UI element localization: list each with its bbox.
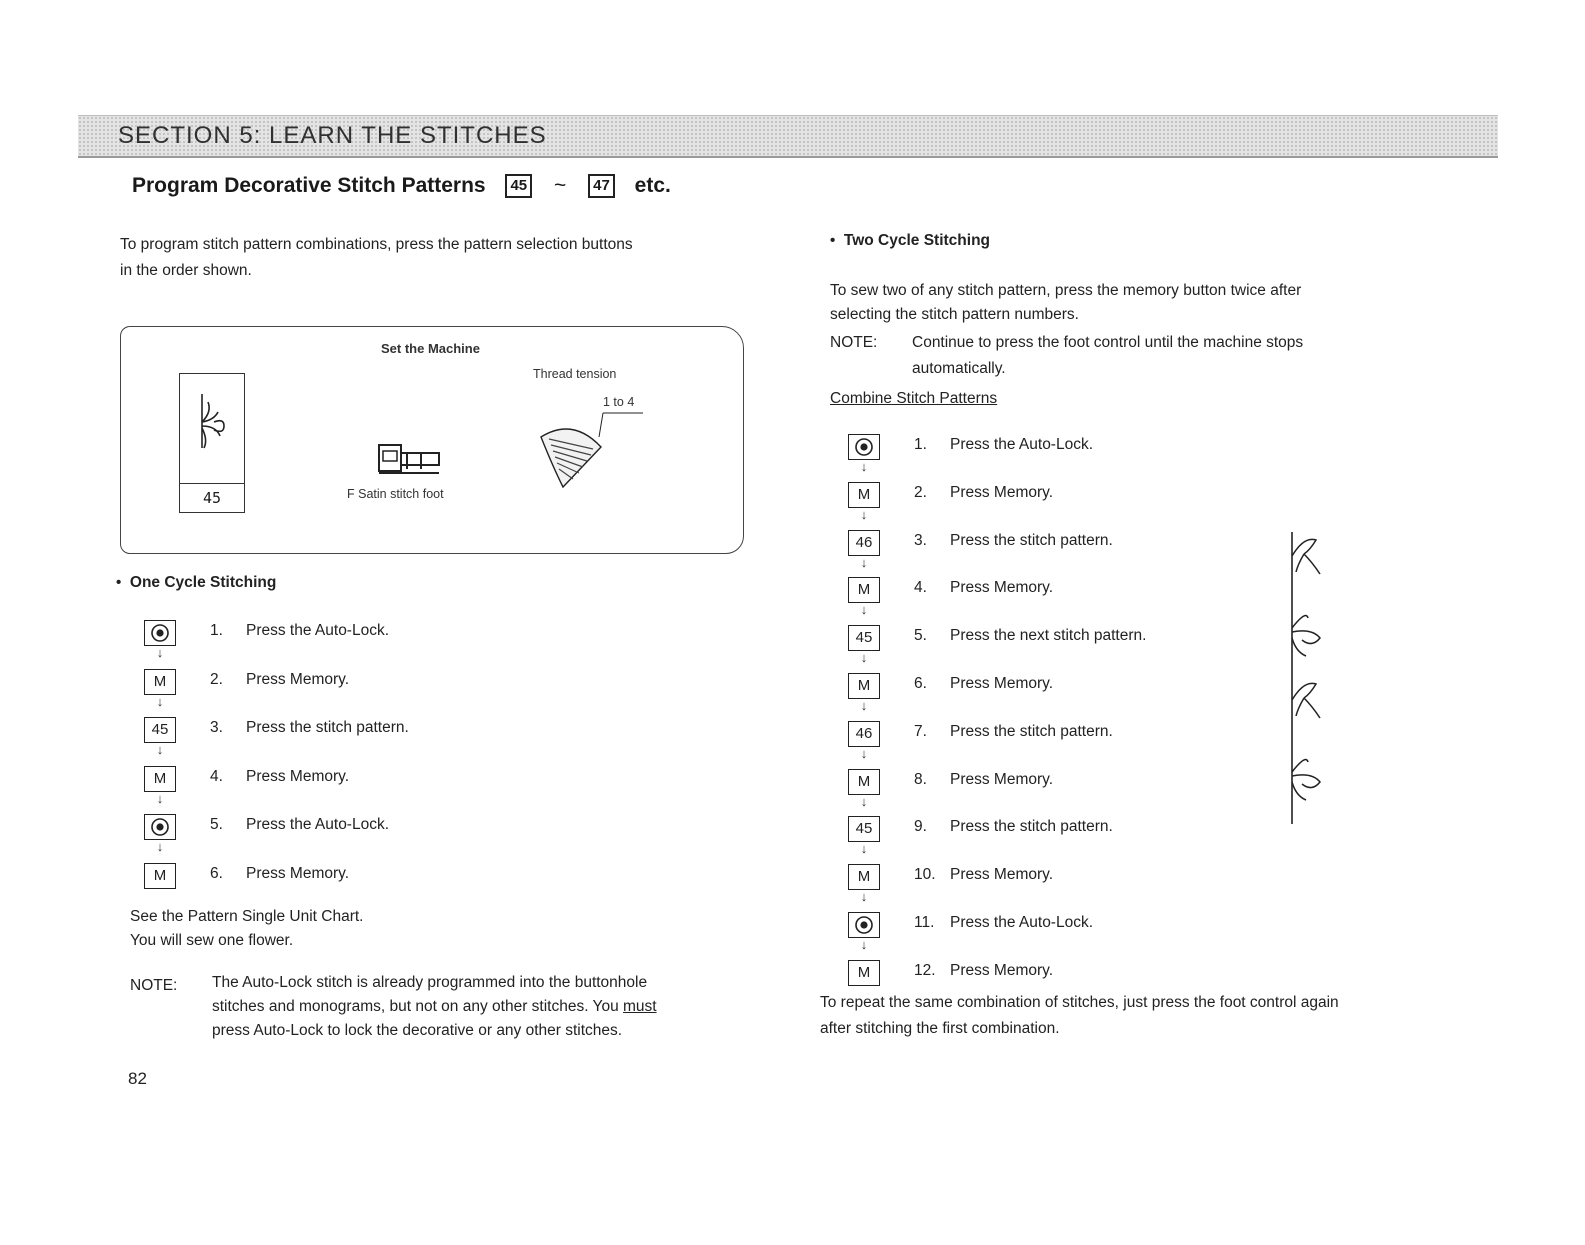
heading-pattern-box-first: 45	[505, 174, 532, 198]
memory-key: M	[848, 673, 880, 699]
step-number: 4.	[210, 767, 223, 785]
heading-suffix: etc.	[634, 174, 671, 197]
memory-key: M	[848, 769, 880, 795]
step-instruction: Press Memory.	[246, 864, 350, 882]
step-number: 5.	[914, 627, 927, 645]
down-arrow-icon: ↓	[860, 506, 868, 522]
step-instruction: Press Memory.	[950, 675, 1054, 692]
step-instruction: Press the Auto-Lock.	[246, 816, 390, 833]
down-arrow-icon: ↓	[156, 645, 164, 660]
step-number: 3.	[914, 531, 927, 549]
step-instruction: Press Memory.	[950, 961, 1054, 979]
down-arrow-icon: ↓	[860, 459, 868, 474]
step-instruction: Press Memory.	[246, 767, 350, 785]
step-number: 2.	[210, 670, 223, 688]
step-number: 5.	[210, 816, 223, 833]
section-banner	[78, 115, 1498, 158]
auto-lock-key-icon	[144, 620, 176, 646]
step-number: 12.	[914, 961, 936, 979]
heading-pattern-box-last: 47	[588, 174, 615, 198]
step-number: 4.	[914, 579, 927, 597]
step-instruction: Press Memory.	[950, 770, 1054, 788]
page-heading	[132, 174, 671, 198]
see-chart-text: See the Pattern Single Unit Chart.	[130, 908, 364, 925]
one-cycle-title	[116, 570, 276, 596]
two-cycle-note-label: NOTE:	[830, 334, 878, 351]
down-arrow-icon: ↓	[156, 742, 164, 757]
pattern-key: 46	[848, 530, 880, 556]
step-instruction: Press the stitch pattern.	[950, 722, 1113, 740]
one-cycle-note-label: NOTE:	[130, 977, 178, 994]
auto-lock-key-icon	[848, 912, 880, 938]
auto-lock-icon	[149, 623, 171, 643]
memory-key: M	[144, 863, 176, 889]
down-arrow-icon: ↓	[860, 650, 868, 666]
memory-key: M	[848, 482, 880, 508]
satin-stitch-foot-icon	[377, 439, 443, 477]
step-instruction: Press Memory.	[950, 866, 1054, 884]
bullet-icon: •	[116, 574, 122, 591]
down-arrow-icon: ↓	[860, 841, 868, 857]
section-banner-title: SECTION 5: LEARN THE STITCHES	[118, 122, 547, 149]
flower-stitch-icon	[194, 392, 230, 452]
heading-tilde: ~	[554, 174, 567, 197]
one-cycle-note-line-3: press Auto-Lock to lock the decorative or any other stitches.	[212, 1022, 623, 1039]
tension-dial-icon	[533, 407, 653, 497]
step-instruction: Press the stitch pattern.	[246, 719, 409, 736]
two-cycle-line-1: To sew two of any stitch pattern, press the memory button twice after	[830, 282, 1302, 299]
set-machine-title: Set the Machine	[381, 341, 480, 356]
set-machine-panel	[120, 326, 744, 554]
intro-line-1: To program stitch pattern combinations, press the pattern selection buttons	[120, 236, 633, 253]
step-instruction: Press the Auto-Lock.	[950, 436, 1094, 453]
combined-stitch-sample	[1282, 528, 1352, 828]
down-arrow-icon: ↓	[156, 839, 164, 854]
bullet-icon: •	[830, 232, 836, 249]
intro-line-2: in the order shown.	[120, 262, 252, 279]
two-cycle-title-text: Two Cycle Stitching	[843, 232, 991, 249]
memory-key: M	[144, 669, 176, 695]
page-number: 82	[128, 1069, 147, 1088]
down-arrow-icon: ↓	[860, 889, 868, 905]
down-arrow-icon: ↓	[860, 793, 868, 809]
step-number: 1.	[210, 622, 223, 639]
two-cycle-note-line-2: automatically.	[912, 360, 1006, 377]
down-arrow-icon: ↓	[860, 602, 868, 618]
one-cycle-title-text: One Cycle Stitching	[129, 574, 277, 591]
note-line-2-text: stitches and monograms, but not on any other stitches. You	[212, 998, 623, 1015]
memory-key: M	[848, 577, 880, 603]
step-number: 2.	[914, 483, 927, 501]
step-number: 6.	[914, 675, 927, 692]
pattern-display	[179, 373, 245, 513]
pattern-display-number: 45	[180, 483, 244, 512]
step-number: 6.	[210, 864, 223, 882]
step-instruction: Press the stitch pattern.	[950, 818, 1113, 836]
one-flower-text: You will sew one flower.	[130, 932, 294, 949]
auto-lock-key-icon	[144, 814, 176, 840]
two-cycle-line-2: selecting the stitch pattern numbers.	[830, 306, 1079, 323]
step-instruction: Press the Auto-Lock.	[246, 622, 390, 639]
two-cycle-title	[830, 228, 990, 254]
step-number: 3.	[210, 719, 223, 736]
heading-title: Program Decorative Stitch Patterns	[132, 174, 486, 197]
repeat-line-2: after stitching the first combination.	[820, 1020, 1060, 1037]
two-cycle-note-line-1: Continue to press the foot control until the machine stops	[912, 334, 1304, 351]
auto-lock-key-icon	[848, 434, 880, 460]
foot-label: F Satin stitch foot	[347, 487, 444, 501]
tension-label: Thread tension	[533, 367, 617, 381]
note-must-emphasis: must	[623, 998, 657, 1015]
memory-key: M	[848, 864, 880, 890]
step-instruction: Press Memory.	[246, 670, 350, 688]
down-arrow-icon: ↓	[860, 554, 868, 570]
one-cycle-note-line-2	[212, 994, 657, 1020]
step-number: 11.	[914, 914, 935, 931]
down-arrow-icon: ↓	[156, 790, 164, 806]
step-number: 10.	[914, 866, 936, 884]
tension-value: 1 to 4	[603, 395, 635, 409]
step-number: 7.	[914, 722, 927, 740]
auto-lock-icon	[853, 915, 875, 935]
step-instruction: Press Memory.	[950, 579, 1054, 597]
pattern-key: 45	[848, 816, 880, 842]
combine-title: Combine Stitch Patterns	[830, 390, 998, 407]
repeat-line-1: To repeat the same combination of stitches, just press the foot control again	[820, 994, 1339, 1011]
step-number: 8.	[914, 770, 927, 788]
pattern-key: 46	[848, 721, 880, 747]
down-arrow-icon: ↓	[860, 937, 868, 952]
down-arrow-icon: ↓	[860, 745, 868, 761]
auto-lock-icon	[853, 437, 875, 457]
pattern-key: 45	[848, 625, 880, 651]
down-arrow-icon: ↓	[156, 693, 164, 709]
memory-key: M	[848, 960, 880, 986]
step-instruction: Press Memory.	[950, 483, 1054, 501]
pattern-key: 45	[144, 717, 176, 743]
step-instruction: Press the next stitch pattern.	[950, 627, 1147, 645]
step-instruction: Press the Auto-Lock.	[950, 914, 1094, 931]
auto-lock-icon	[149, 817, 171, 837]
down-arrow-icon: ↓	[860, 698, 868, 713]
memory-key: M	[144, 766, 176, 792]
step-instruction: Press the stitch pattern.	[950, 531, 1113, 549]
one-cycle-note-line-1: The Auto-Lock stitch is already programmed into the buttonhole	[212, 974, 648, 991]
step-number: 1.	[914, 436, 927, 453]
step-number: 9.	[914, 818, 927, 836]
